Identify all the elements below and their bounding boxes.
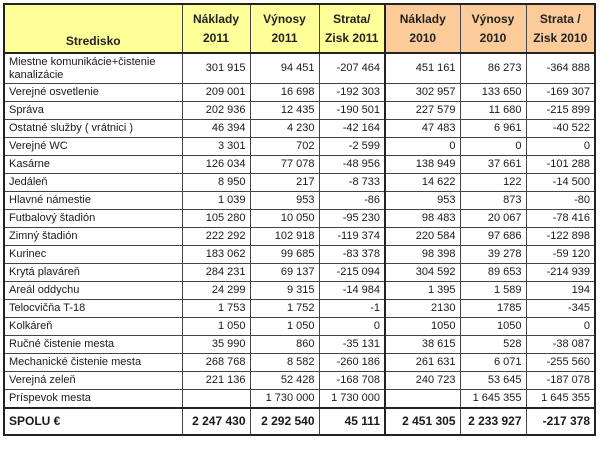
vynosy-2010-cell: 528 bbox=[460, 336, 526, 354]
strata-2010-cell: -255 560 bbox=[526, 354, 595, 372]
naklady-2010-cell: 1 395 bbox=[385, 282, 460, 300]
vynosy-2011-cell: 8 582 bbox=[250, 354, 319, 372]
strata-2010-cell: -38 087 bbox=[526, 336, 595, 354]
vynosy-2010-cell: 86 273 bbox=[460, 53, 526, 84]
stredisko-cell: Areál oddychu bbox=[4, 282, 182, 300]
strata-2010-cell: -215 899 bbox=[526, 102, 595, 120]
strata-2011-cell: -95 230 bbox=[319, 210, 385, 228]
vynosy-2010-cell: 1 589 bbox=[460, 282, 526, 300]
vynosy-2011-cell: 52 428 bbox=[250, 372, 319, 390]
strata-2010-cell: 194 bbox=[526, 282, 595, 300]
vynosy-2010-cell: 89 653 bbox=[460, 264, 526, 282]
strata-2010-cell: -14 500 bbox=[526, 174, 595, 192]
vynosy-2010-cell: 6 961 bbox=[460, 120, 526, 138]
stredisko-cell: Správa bbox=[4, 102, 182, 120]
table-row bbox=[4, 192, 595, 210]
table-row bbox=[4, 156, 595, 174]
strata-2011-cell: -1 bbox=[319, 300, 385, 318]
naklady-2010-cell: 38 615 bbox=[385, 336, 460, 354]
vynosy-2011-cell: 9 315 bbox=[250, 282, 319, 300]
naklady-2011-cell: 24 299 bbox=[182, 282, 250, 300]
strata-2010-cell: 0 bbox=[526, 318, 595, 336]
strata-2010-cell: -187 078 bbox=[526, 372, 595, 390]
vynosy-2010-cell: 20 067 bbox=[460, 210, 526, 228]
table-row bbox=[4, 174, 595, 192]
stredisko-cell: Hlavné námestie bbox=[4, 192, 182, 210]
table-row bbox=[4, 84, 595, 102]
stredisko-cell: Kasárne bbox=[4, 156, 182, 174]
naklady-2011-cell bbox=[182, 390, 250, 409]
naklady-2011-cell: 105 280 bbox=[182, 210, 250, 228]
table-row bbox=[4, 264, 595, 282]
naklady-2011-cell: 3 301 bbox=[182, 138, 250, 156]
header-vynosy-2011: Výnosy bbox=[250, 4, 319, 28]
strata-2011-cell: 0 bbox=[319, 318, 385, 336]
header-strata-2010: Strata / bbox=[526, 4, 595, 28]
vynosy-2011-cell: 12 435 bbox=[250, 102, 319, 120]
naklady-2010-cell: 0 bbox=[385, 138, 460, 156]
strata-2011-cell: -260 186 bbox=[319, 354, 385, 372]
naklady-2011-cell: 35 990 bbox=[182, 336, 250, 354]
naklady-2010-cell: 1050 bbox=[385, 318, 460, 336]
vynosy-2011-cell: 1 752 bbox=[250, 300, 319, 318]
strata-2011-cell: -119 374 bbox=[319, 228, 385, 246]
naklady-2010-cell: 227 579 bbox=[385, 102, 460, 120]
naklady-2010-cell: 953 bbox=[385, 192, 460, 210]
vynosy-2011-cell: 102 918 bbox=[250, 228, 319, 246]
strata-2011-cell: -86 bbox=[319, 192, 385, 210]
stredisko-cell: Miestne komunikácie+čistenie kanalizácie bbox=[4, 53, 182, 84]
naklady-2011-cell: 222 292 bbox=[182, 228, 250, 246]
naklady-2011-cell: 209 001 bbox=[182, 84, 250, 102]
strata-2011-cell: -14 984 bbox=[319, 282, 385, 300]
vynosy-2010-cell: 1 645 355 bbox=[460, 390, 526, 409]
table-row bbox=[4, 120, 595, 138]
strata-2010-cell: 0 bbox=[526, 138, 595, 156]
table-row bbox=[4, 372, 595, 390]
strata-2011-cell: -35 131 bbox=[319, 336, 385, 354]
naklady-2010-cell: 304 592 bbox=[385, 264, 460, 282]
table-body bbox=[4, 53, 595, 435]
naklady-2011-cell: 301 915 bbox=[182, 53, 250, 84]
vynosy-2010-cell: 53 645 bbox=[460, 372, 526, 390]
stredisko-cell: Jedáleň bbox=[4, 174, 182, 192]
stredisko-cell: Verejné osvetlenie bbox=[4, 84, 182, 102]
table-row bbox=[4, 53, 595, 84]
table-row bbox=[4, 354, 595, 372]
strata-2010-cell: -169 307 bbox=[526, 84, 595, 102]
table-row bbox=[4, 336, 595, 354]
vynosy-2010-cell: 97 686 bbox=[460, 228, 526, 246]
header-naklady-2011: Náklady bbox=[182, 4, 250, 28]
vynosy-2011-cell: 953 bbox=[250, 192, 319, 210]
strata-2011-cell: -192 303 bbox=[319, 84, 385, 102]
naklady-2010-cell: 2130 bbox=[385, 300, 460, 318]
vynosy-2010-cell: 39 278 bbox=[460, 246, 526, 264]
table-row bbox=[4, 390, 595, 409]
naklady-2011-cell: 284 231 bbox=[182, 264, 250, 282]
header-stredisko: Stredisko bbox=[4, 4, 182, 53]
strata-2010-cell: -40 522 bbox=[526, 120, 595, 138]
naklady-2010-cell: 451 161 bbox=[385, 53, 460, 84]
naklady-2010-cell: 98 483 bbox=[385, 210, 460, 228]
naklady-2010-cell: 98 398 bbox=[385, 246, 460, 264]
vynosy-2011-cell: 1 730 000 bbox=[250, 390, 319, 409]
strata-2010-cell: -217 378 bbox=[526, 408, 595, 435]
naklady-2011-cell: 183 062 bbox=[182, 246, 250, 264]
strata-2010-cell: -78 416 bbox=[526, 210, 595, 228]
header-vynosy-2010-year: 2010 bbox=[460, 28, 526, 53]
strata-2011-cell: -48 956 bbox=[319, 156, 385, 174]
vynosy-2011-cell: 77 078 bbox=[250, 156, 319, 174]
table-row bbox=[4, 300, 595, 318]
vynosy-2011-cell: 702 bbox=[250, 138, 319, 156]
vynosy-2010-cell: 6 071 bbox=[460, 354, 526, 372]
strata-2010-cell: -59 120 bbox=[526, 246, 595, 264]
vynosy-2011-cell: 4 230 bbox=[250, 120, 319, 138]
strata-2010-cell: -364 888 bbox=[526, 53, 595, 84]
strata-2011-cell: -8 733 bbox=[319, 174, 385, 192]
vynosy-2010-cell: 0 bbox=[460, 138, 526, 156]
naklady-2011-cell: 1 753 bbox=[182, 300, 250, 318]
header-vynosy-2010: Výnosy bbox=[460, 4, 526, 28]
naklady-2011-cell: 268 768 bbox=[182, 354, 250, 372]
table-row bbox=[4, 138, 595, 156]
strata-2010-cell: -214 939 bbox=[526, 264, 595, 282]
naklady-2011-cell: 1 050 bbox=[182, 318, 250, 336]
vynosy-2010-cell: 2 233 927 bbox=[460, 408, 526, 435]
strata-2010-cell: -80 bbox=[526, 192, 595, 210]
header-strata-2011: Strata/ bbox=[319, 4, 385, 28]
vynosy-2010-cell: 1785 bbox=[460, 300, 526, 318]
strata-2010-cell: -122 898 bbox=[526, 228, 595, 246]
naklady-2010-cell: 14 622 bbox=[385, 174, 460, 192]
header-naklady-2011-year: 2011 bbox=[182, 28, 250, 53]
stredisko-cell: Ostatné služby ( vrátnici ) bbox=[4, 120, 182, 138]
vynosy-2011-cell: 2 292 540 bbox=[250, 408, 319, 435]
naklady-2011-cell: 221 136 bbox=[182, 372, 250, 390]
strata-2011-cell: -190 501 bbox=[319, 102, 385, 120]
header-naklady-2010-year: 2010 bbox=[385, 28, 460, 53]
naklady-2010-cell: 261 631 bbox=[385, 354, 460, 372]
strata-2011-cell: 1 730 000 bbox=[319, 390, 385, 409]
strata-2010-cell: 1 645 355 bbox=[526, 390, 595, 409]
naklady-2011-cell: 126 034 bbox=[182, 156, 250, 174]
naklady-2010-cell: 240 723 bbox=[385, 372, 460, 390]
strata-2011-cell: -42 164 bbox=[319, 120, 385, 138]
table-row bbox=[4, 246, 595, 264]
stredisko-cell: Príspevok mesta bbox=[4, 390, 182, 409]
naklady-2011-cell: 2 247 430 bbox=[182, 408, 250, 435]
header-strata-2011-year: Zisk 2011 bbox=[319, 28, 385, 53]
cost-revenue-table bbox=[3, 3, 596, 436]
table-row bbox=[4, 102, 595, 120]
vynosy-2011-cell: 860 bbox=[250, 336, 319, 354]
header-naklady-2010: Náklady bbox=[385, 4, 460, 28]
strata-2011-cell: -83 378 bbox=[319, 246, 385, 264]
naklady-2010-cell bbox=[385, 390, 460, 409]
strata-2011-cell: -168 708 bbox=[319, 372, 385, 390]
header-vynosy-2011-year: 2011 bbox=[250, 28, 319, 53]
stredisko-cell: SPOLU € bbox=[4, 408, 182, 435]
header-row-1 bbox=[4, 4, 595, 28]
vynosy-2010-cell: 122 bbox=[460, 174, 526, 192]
stredisko-cell: Zimný štadión bbox=[4, 228, 182, 246]
vynosy-2011-cell: 99 685 bbox=[250, 246, 319, 264]
stredisko-cell: Kolkáreň bbox=[4, 318, 182, 336]
stredisko-cell: Telocvičňa T-18 bbox=[4, 300, 182, 318]
naklady-2011-cell: 46 394 bbox=[182, 120, 250, 138]
vynosy-2010-cell: 133 650 bbox=[460, 84, 526, 102]
stredisko-cell: Mechanické čistenie mesta bbox=[4, 354, 182, 372]
vynosy-2010-cell: 873 bbox=[460, 192, 526, 210]
naklady-2011-cell: 8 950 bbox=[182, 174, 250, 192]
table-row bbox=[4, 282, 595, 300]
strata-2011-cell: 45 111 bbox=[319, 408, 385, 435]
naklady-2010-cell: 302 957 bbox=[385, 84, 460, 102]
vynosy-2011-cell: 94 451 bbox=[250, 53, 319, 84]
vynosy-2011-cell: 16 698 bbox=[250, 84, 319, 102]
naklady-2011-cell: 1 039 bbox=[182, 192, 250, 210]
stredisko-cell: Ručné čistenie mesta bbox=[4, 336, 182, 354]
total-row bbox=[4, 408, 595, 435]
table-row bbox=[4, 228, 595, 246]
naklady-2010-cell: 138 949 bbox=[385, 156, 460, 174]
table-row bbox=[4, 318, 595, 336]
stredisko-cell: Futbalový štadión bbox=[4, 210, 182, 228]
naklady-2011-cell: 202 936 bbox=[182, 102, 250, 120]
strata-2011-cell: -2 599 bbox=[319, 138, 385, 156]
naklady-2010-cell: 2 451 305 bbox=[385, 408, 460, 435]
stredisko-cell: Kurinec bbox=[4, 246, 182, 264]
stredisko-cell: Verejná zeleň bbox=[4, 372, 182, 390]
vynosy-2011-cell: 1 050 bbox=[250, 318, 319, 336]
strata-2011-cell: -207 464 bbox=[319, 53, 385, 84]
vynosy-2011-cell: 10 050 bbox=[250, 210, 319, 228]
stredisko-cell: Krytá plaváreň bbox=[4, 264, 182, 282]
vynosy-2011-cell: 69 137 bbox=[250, 264, 319, 282]
vynosy-2011-cell: 217 bbox=[250, 174, 319, 192]
vynosy-2010-cell: 37 661 bbox=[460, 156, 526, 174]
stredisko-cell: Verejné WC bbox=[4, 138, 182, 156]
strata-2010-cell: -345 bbox=[526, 300, 595, 318]
vynosy-2010-cell: 11 680 bbox=[460, 102, 526, 120]
strata-2010-cell: -101 288 bbox=[526, 156, 595, 174]
vynosy-2010-cell: 1050 bbox=[460, 318, 526, 336]
table-row bbox=[4, 210, 595, 228]
naklady-2010-cell: 220 584 bbox=[385, 228, 460, 246]
naklady-2010-cell: 47 483 bbox=[385, 120, 460, 138]
header-strata-2010-year: Zisk 2010 bbox=[526, 28, 595, 53]
strata-2011-cell: -215 094 bbox=[319, 264, 385, 282]
